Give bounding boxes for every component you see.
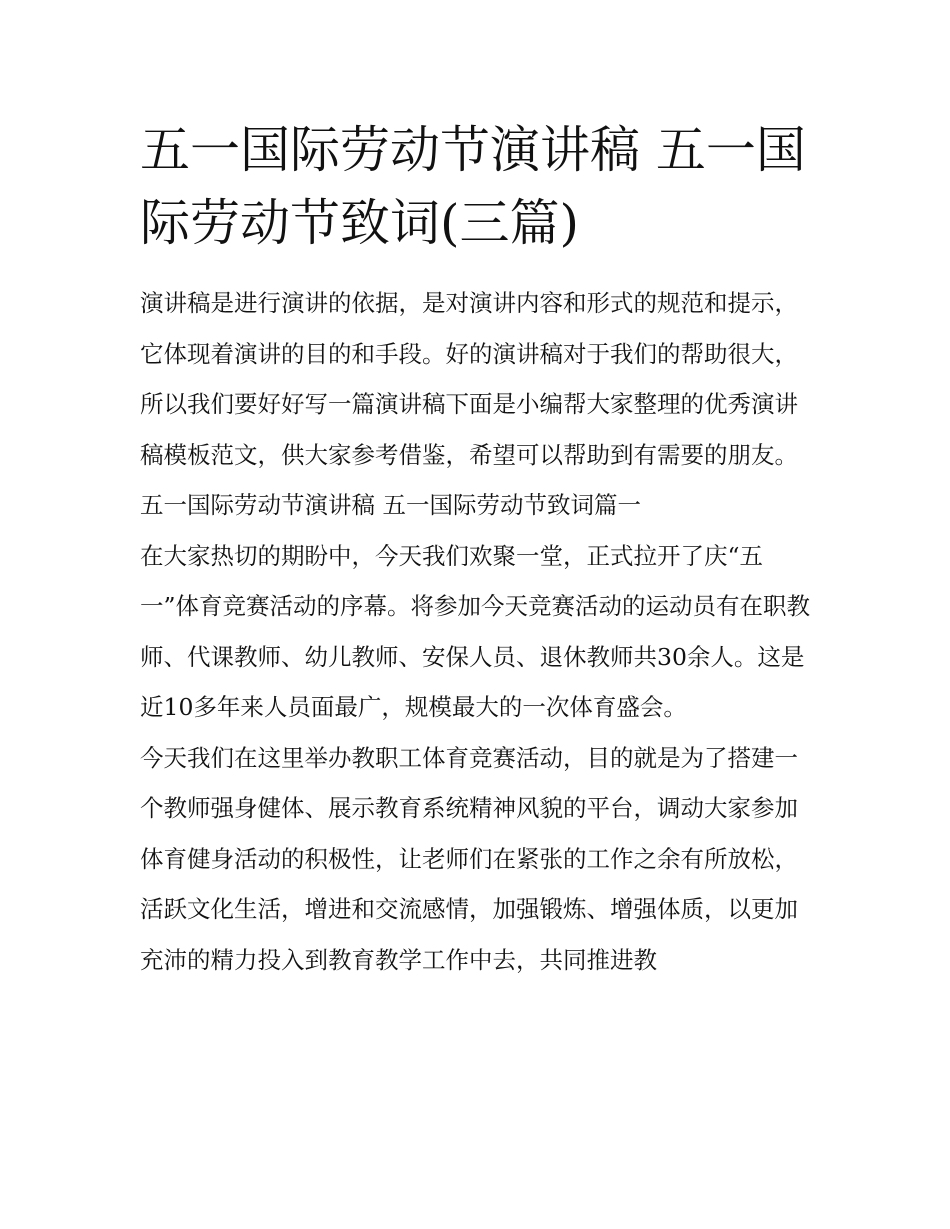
body-paragraph: 今天我们在这里举办教职工体育竞赛活动，目的就是为了搭建一个教师强身健体、展示教育系统精神风貌的平台，调动大家参加体育健身活动的积极性，让老师们在紧张的工作之余有所放松，活跃文化生活，增进和交流感情，加强锻炼、增强体质，以更加充沛的精力投入到教育教学工作中去，共同推进教	[140, 743, 798, 974]
intro-paragraph: 演讲稿是进行演讲的依据，是对演讲内容和形式的规范和提示，它体现着演讲的目的和手段。好的演讲稿对于我们的帮助很大，所以我们要好好写一篇演讲稿下面是小编帮大家整理的优秀演讲稿模板范文，供大家参考借鉴，希望可以帮助到有需要的朋友。	[140, 289, 798, 469]
document-body	[140, 278, 812, 985]
body-paragraph: 在大家热切的期盼中，今天我们欢聚一堂，正式拉开了庆“五一”体育竞赛活动的序幕。将参加今天竞赛活动的运动员有在职教师、代课教师、幼儿教师、安保人员、退休教师共30余人。这是近10多年来人员面最广，规模最大的一次体育盛会。	[140, 541, 811, 721]
section-heading: 五一国际劳动节演讲稿 五一国际劳动节致词篇一	[140, 491, 641, 519]
document-title: 五一国际劳动节演讲稿 五一国际劳动节致词(三篇)	[140, 121, 806, 252]
